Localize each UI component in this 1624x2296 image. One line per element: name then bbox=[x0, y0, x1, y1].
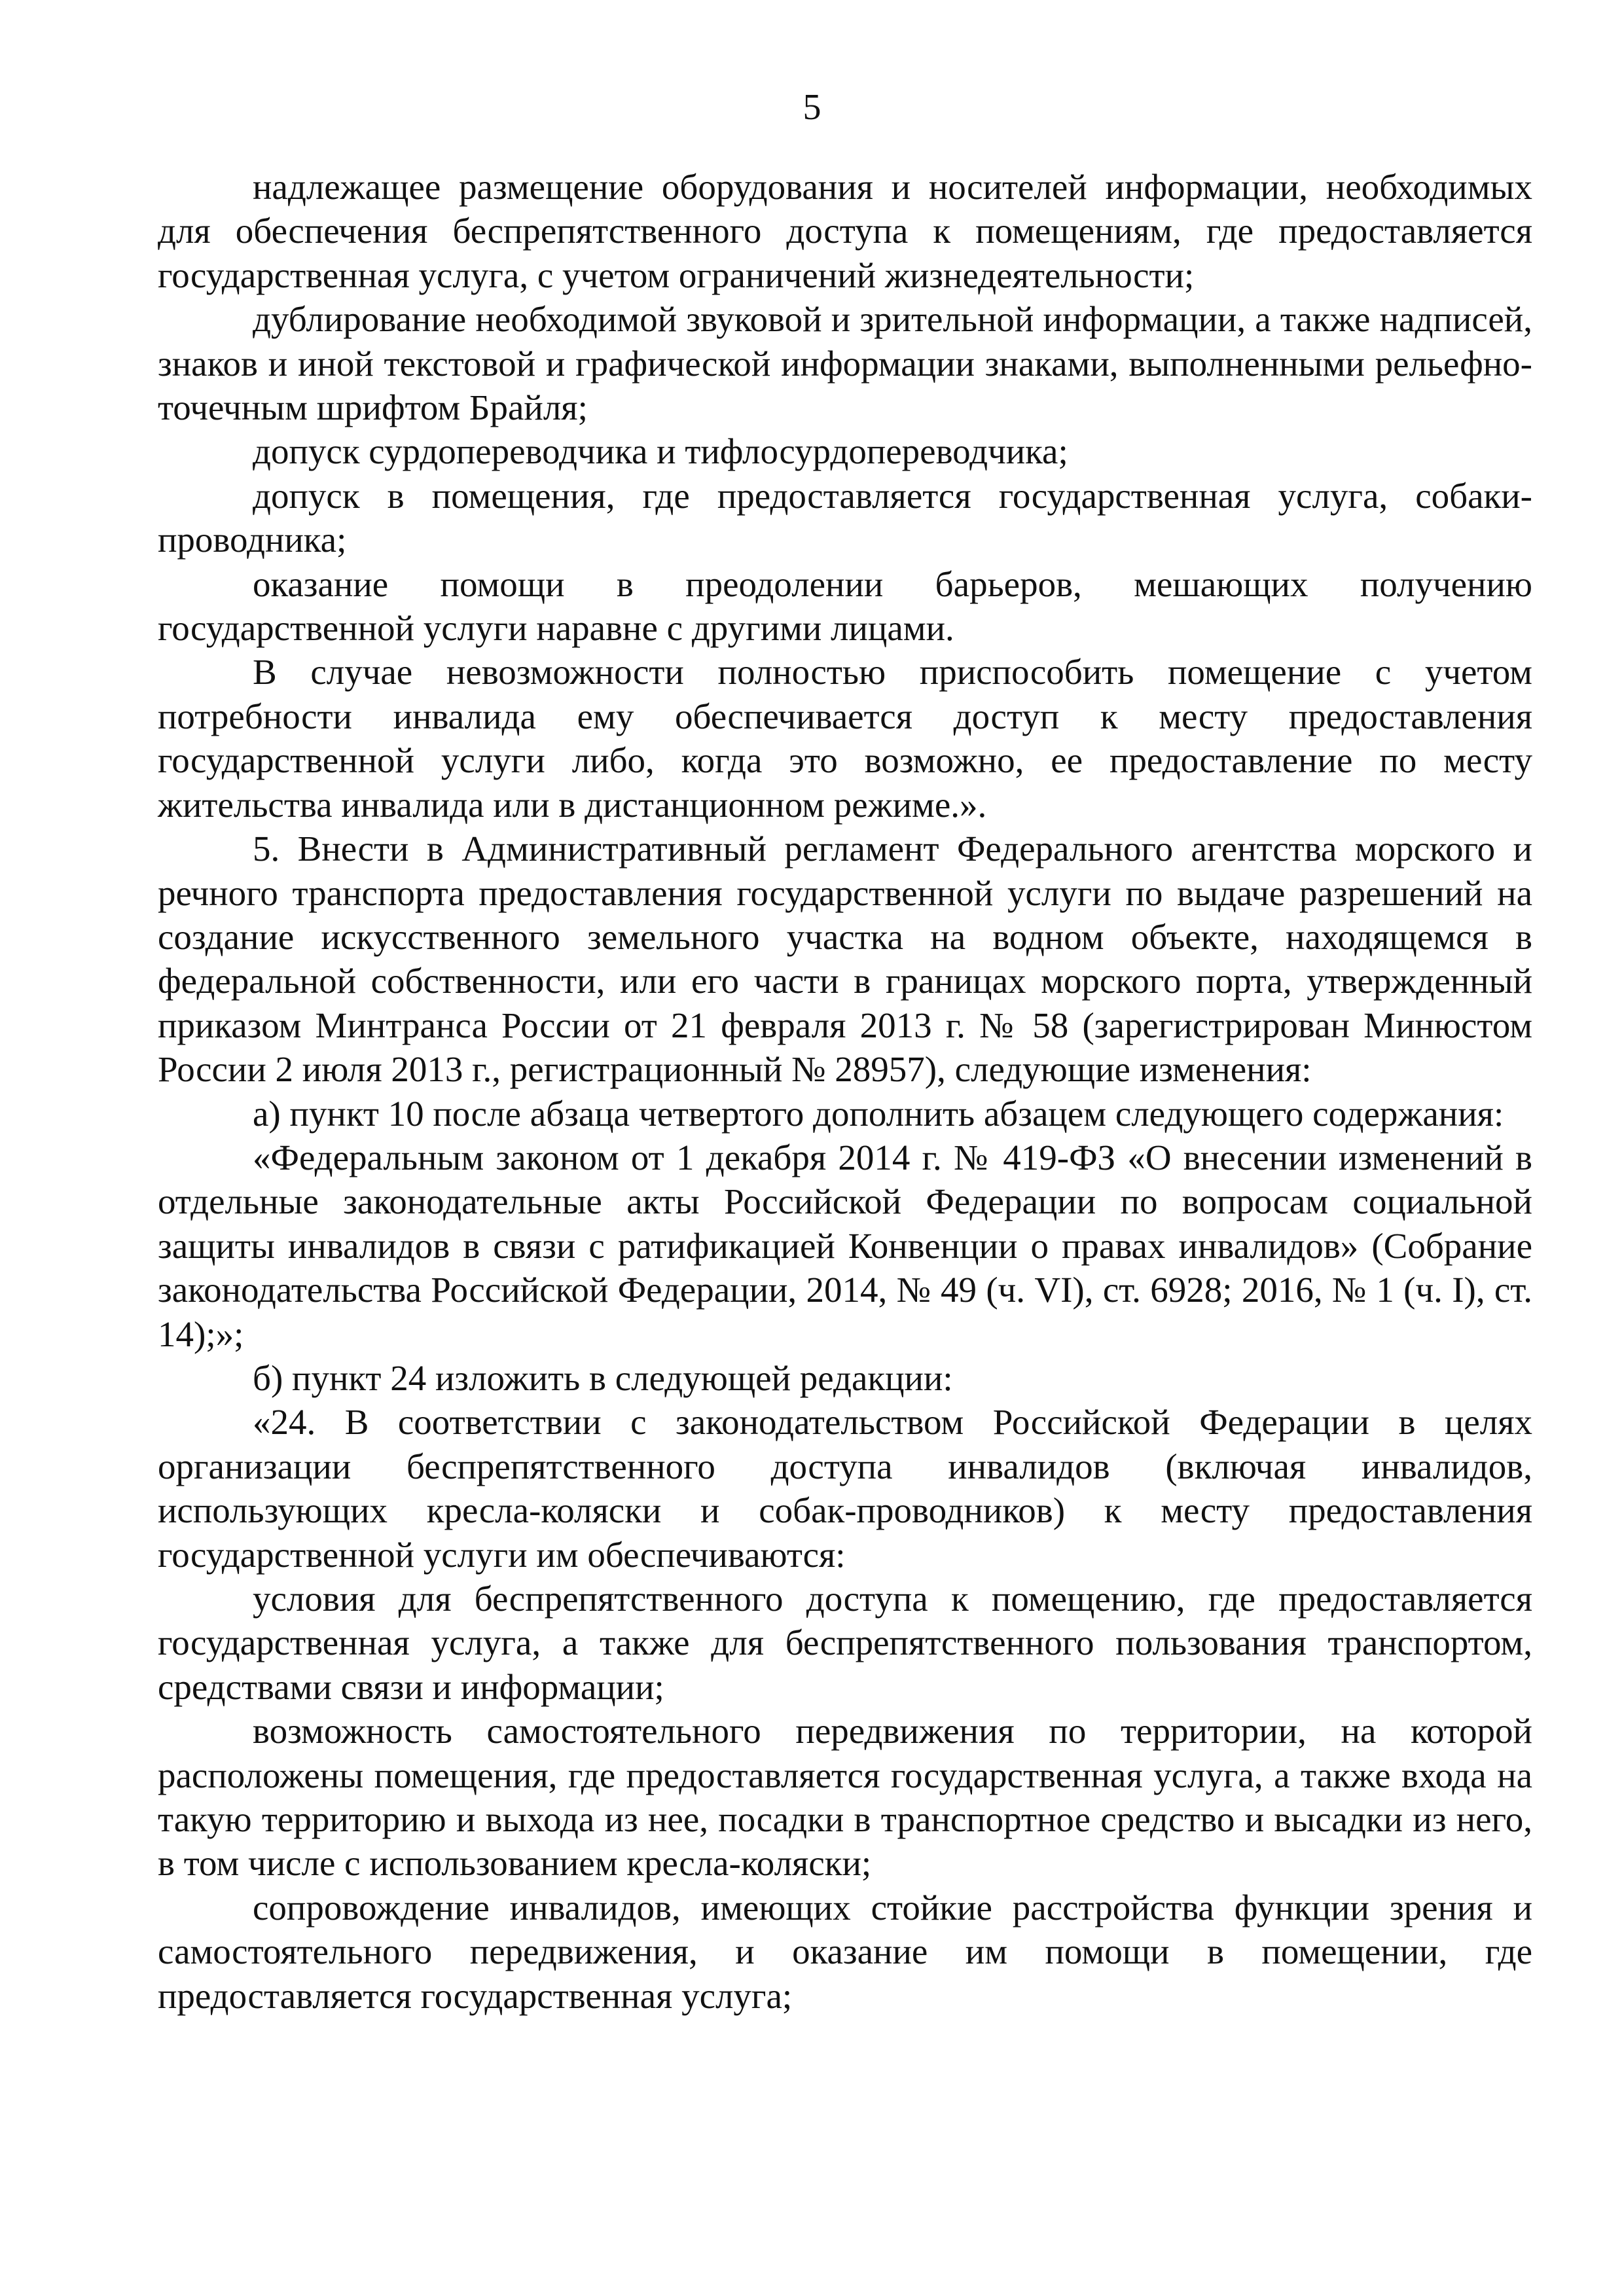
paragraph-subitem-a: а) пункт 10 после абзаца четвертого дополнить абзацем следующего содержания: bbox=[253, 1093, 1504, 1134]
paragraph-barrier-assistance: оказание помощи в преодолении барьеров, мешающих получению государственной услуги наравне с другими лицами. bbox=[158, 564, 1532, 649]
paragraph-item-5-amendment: 5. Внести в Административный регламент Федерального агентства морского и речного транспорта предоставления государственной услуги по выдаче разрешений на создание искусственного земельного участка на водном объекте, находящемся в федеральной собственности, или его части в границах морского порта, утвержденный приказом Минтранса России от 21 февраля 2013 г. № 58 (зарегистрирован Минюстом России 2 июля 2013 г., регистрационный № 28957), следующие изменения: bbox=[158, 829, 1532, 1090]
paragraph-equipment-placement: надлежащее размещение оборудования и носителей информации, необходимых для обеспечения беспрепятственного доступа к помещениям, где предоставляется государственная услуга, с учетом ограничений жизнедеятельности; bbox=[158, 167, 1532, 295]
paragraph-guide-dog: допуск в помещения, где предоставляется государственная услуга, собаки-проводника; bbox=[158, 475, 1532, 560]
paragraph-access-conditions: условия для беспрепятственного доступа к помещению, где предоставляется государственная услуга, а также для беспрепятственного пользования транспортом, средствами связи и информации; bbox=[158, 1579, 1532, 1707]
paragraph-federal-law-quote: «Федеральным законом от 1 декабря 2014 г. № 419-ФЗ «О внесении изменений в отдельные законодательные акты Российской Федерации по вопросам социальной защиты инвалидов в связи с ратификацией Конвенции о правах инвалидов» (Собрание законодательства Российской Федерации, 2014, № 49 (ч. VI), ст. 6928; 2016, № 1 (ч. I), ст. 14);»; bbox=[158, 1137, 1532, 1354]
paragraph-independent-movement: возможность самостоятельного передвижения по территории, на которой расположены помещения, где предоставляется государственная услуга, а также входа на такую территорию и выхода из нее, посадки в транспортное средство и высадки из него, в том числе с использованием кресла-коляски; bbox=[158, 1711, 1532, 1884]
paragraph-braille-duplication: дублирование необходимой звуковой и зрительной информации, а также надписей, знаков и иной текстовой и графической информации знаками, выполненными рельефно-точечным шрифтом Брайля; bbox=[158, 299, 1532, 428]
document-body bbox=[158, 165, 1532, 2018]
paragraph-item-24: «24. В соответствии с законодательством Российской Федерации в целях организации беспрепятственного доступа инвалидов (включая инвалидов, использующих кресла-коляски и собак-проводников) к месту предоставления государственной услуги им обеспечиваются: bbox=[158, 1402, 1532, 1575]
paragraph-sign-interpreter: допуск сурдопереводчика и тифлосурдопереводчика; bbox=[253, 431, 1068, 472]
paragraph-escort-assistance: сопровождение инвалидов, имеющих стойкие расстройства функции зрения и самостоятельного передвижения, и оказание им помощи в помещении, где предоставляется государственная услуга; bbox=[158, 1887, 1532, 2016]
page-number: 5 bbox=[803, 87, 821, 128]
paragraph-subitem-b: б) пункт 24 изложить в следующей редакции: bbox=[253, 1357, 953, 1398]
paragraph-remote-service: В случае невозможности полностью приспособить помещение с учетом потребности инвалида ему обеспечивается доступ к месту предоставления государственной услуги либо, когда это возможно, ее предоставление по месту жительства инвалида или в дистанционном режиме.». bbox=[158, 652, 1532, 825]
